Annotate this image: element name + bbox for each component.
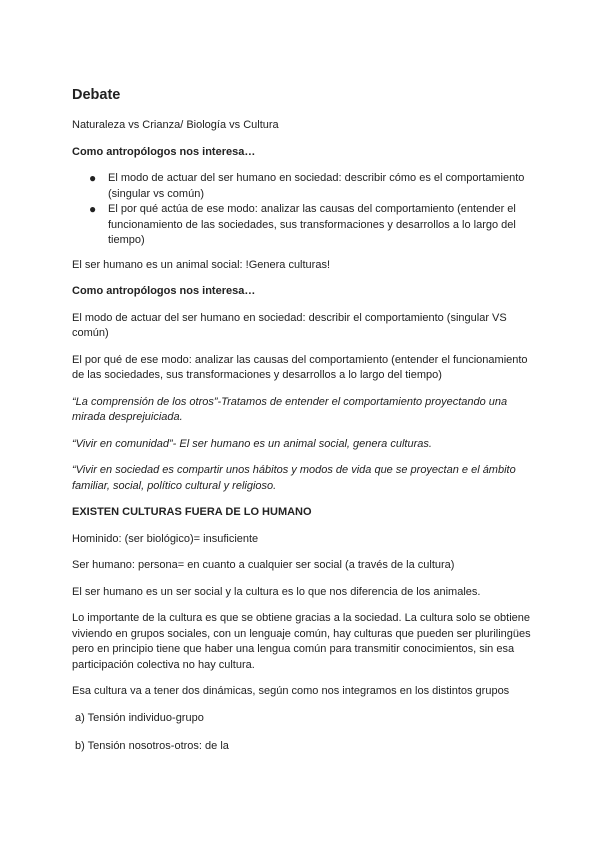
paragraph-dinamicas: Esa cultura va a tener dos dinámicas, según como nos integramos en los distintos grupos xyxy=(72,685,510,697)
bullet-icon: ● xyxy=(89,171,97,185)
paragraph-importante: Lo importante de la cultura es que se obtiene gracias a la sociedad. La cultura solo se obtiene viviendo en grupos sociales, con un lenguaje común, hay culturas que pueden ser plurilingües pero en principio tiene que haber una lengua común para transmitir conocimientos, sin esa participación colectiva no hay cultura. xyxy=(72,612,531,671)
doc-title: Debate xyxy=(72,87,121,103)
quote-comprension: “La comprensión de los otros”-Tratamos de entender el comportamiento proyectando una mirada desprejuiciada. xyxy=(72,395,508,423)
bullet-item xyxy=(72,171,534,202)
bullet-text: El modo de actuar del ser humano en sociedad: describir cómo es el comportamiento (singular vs común) xyxy=(108,172,525,200)
paragraph-hominido: Hominido: (ser biológico)= insuficiente xyxy=(72,532,259,545)
section-heading-2: Como antropólogos nos interesa… xyxy=(72,285,256,297)
section-heading-3: EXISTEN CULTURAS FUERA DE LO HUMANO xyxy=(72,506,312,518)
bullet-text: El por qué actúa de ese modo: analizar las causas del comportamiento (entender el funcionamiento de las sociedades, sus transformaciones y desarrollos a lo largo del tiempo) xyxy=(108,203,516,246)
paragraph-porque: El por qué de ese modo: analizar las causas del comportamiento (entender el funcionamiento de las sociedades, sus transformaciones y desarrollos a lo largo del tiempo) xyxy=(72,353,528,381)
quote-comunidad: “Vivir en comunidad”- El ser humano es un animal social, genera culturas. xyxy=(72,437,432,450)
paragraph-modo: El modo de actuar del ser humano en sociedad: describir el comportamiento (singular VS común) xyxy=(72,311,507,339)
paragraph-diferencia: El ser humano es un ser social y la cultura es lo que nos diferencia de los animales. xyxy=(72,585,481,598)
bullet-item xyxy=(72,202,534,249)
paragraph-ser-humano: Ser humano: persona= en cuanto a cualquier ser social (a través de la cultura) xyxy=(72,559,455,571)
list-item-b: b) Tensión nosotros-otros: de la xyxy=(75,740,229,752)
quote-sociedad: “Vivir en sociedad es compartir unos hábitos y modos de vida que se proyectan e el ámbito familiar, social, político cultural y religioso. xyxy=(72,464,516,492)
list-item-a: a) Tensión individuo-grupo xyxy=(75,711,204,724)
paragraph-social: El ser humano es un animal social: !Genera culturas! xyxy=(72,258,331,271)
bullet-icon: ● xyxy=(89,202,97,216)
bullet-list xyxy=(72,171,534,249)
document-body xyxy=(72,86,534,766)
doc-subtitle: Naturaleza vs Crianza/ Biología vs Cultura xyxy=(72,119,279,131)
section-heading-1: Como antropólogos nos interesa… xyxy=(72,145,256,158)
